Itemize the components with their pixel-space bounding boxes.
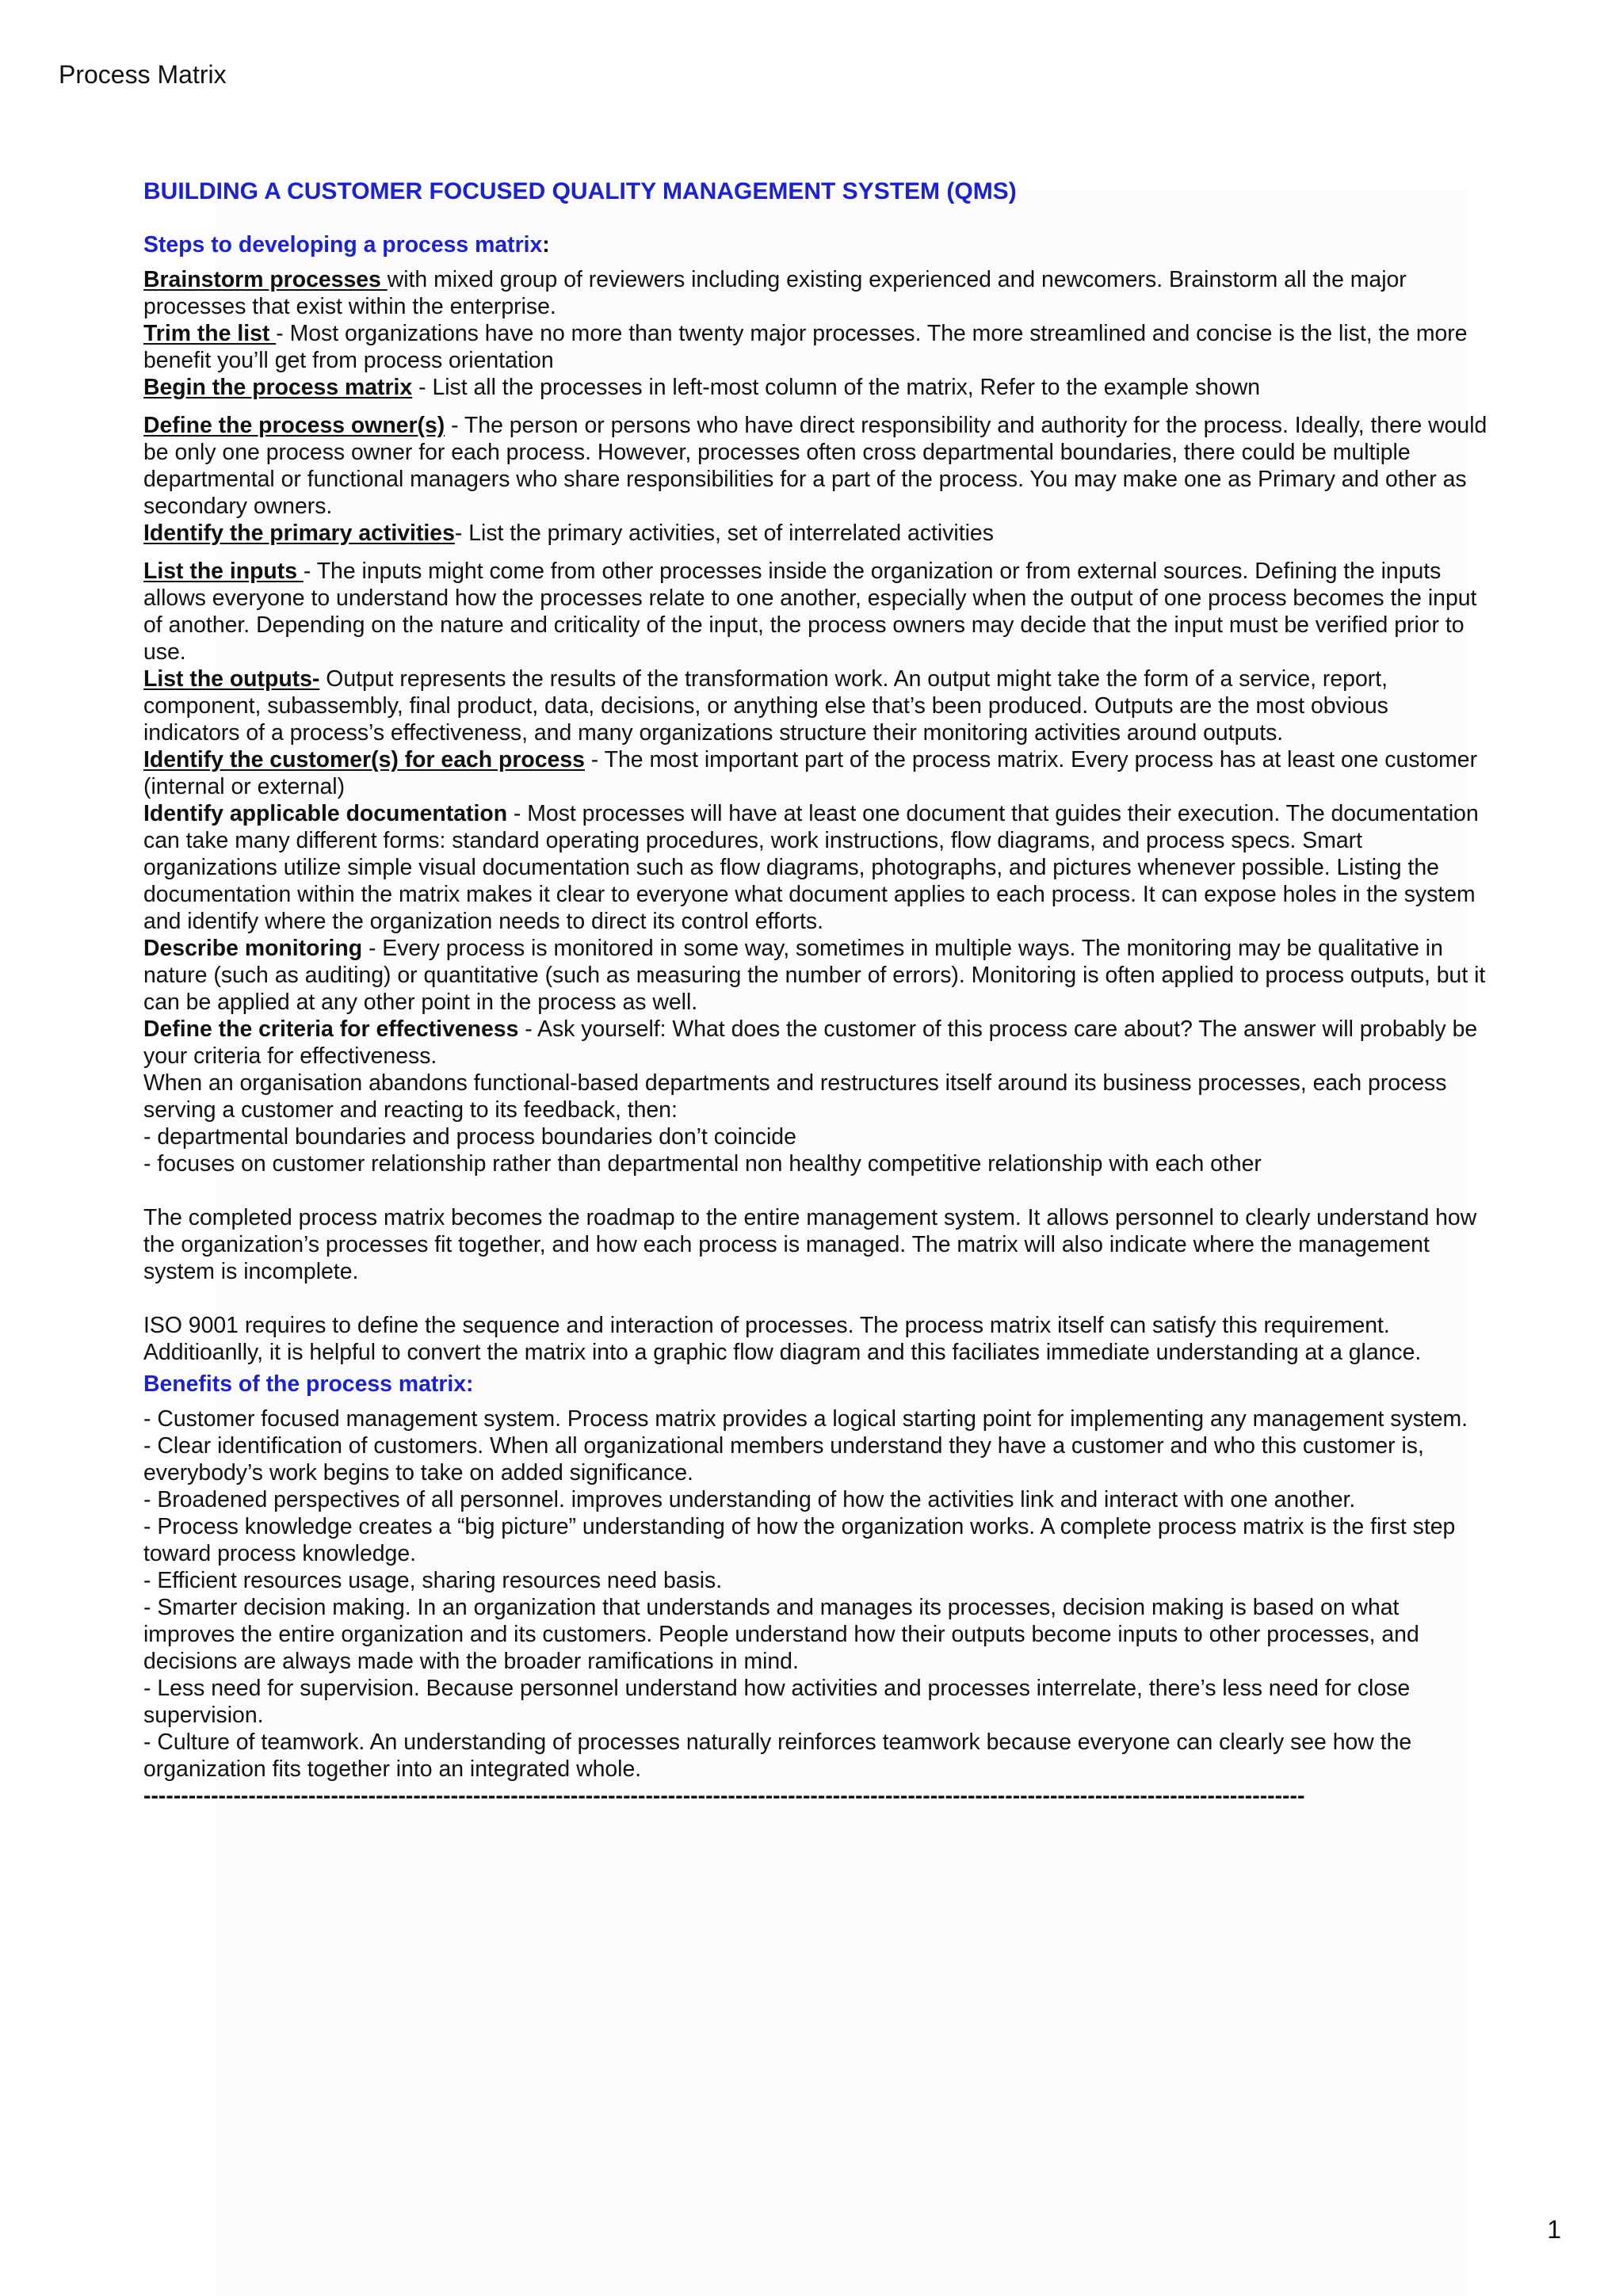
step-customers	[143, 746, 1491, 800]
roadmap-paragraph: The completed process matrix becomes the roadmap to the entire management system. It allows personnel to clearly understand how the organization’s processes fit together, and how each process is managed. The matrix will also indicate where the management system is incomplete.	[143, 1205, 1477, 1284]
step-primary-activities	[143, 520, 1491, 547]
document-body	[143, 176, 1491, 1810]
steps-heading-colon: :	[542, 232, 550, 257]
step-text: - The most important part of the process matrix. Every process has at least one customer (internal or external)	[143, 747, 1478, 799]
page-number: 1	[1547, 2215, 1561, 2244]
benefits-heading: Benefits of the process matrix:	[143, 1371, 474, 1397]
benefit-item: - Less need for supervision. Because personnel understand how activities and processes interrelate, there’s less need for close supervision.	[143, 1676, 1411, 1728]
step-text: - List the primary activities, set of interrelated activities	[454, 521, 994, 546]
step-text: - Most organizations have no more than twenty major processes. The more streamlined and concise is the list, the more benefit you’ll get from process orientation	[143, 321, 1468, 373]
step-text: - Every process is monitored in some way, sometimes in multiple ways. The monitoring may be qualitative in nature (such as auditing) or quantitative (such as measuring the number of errors). Monitoring is often applied to process outputs, but it can be applied at any other point in the process as well.	[143, 936, 1486, 1015]
step-title: Begin the process matrix	[143, 375, 413, 400]
benefit-item: - Smarter decision making. In an organization that understands and manages its processes, decision making is based on what improves the entire organization and its customers. People understand how their outputs become inputs to other processes, and decisions are always made with the broader ramifications in mind.	[143, 1595, 1419, 1674]
running-head: Process Matrix	[59, 60, 227, 89]
abandon-item: - focuses on customer relationship rather than departmental non healthy competitive relationship with each other	[143, 1151, 1262, 1177]
step-title: List the outputs-	[143, 666, 320, 692]
dashed-rule: -----------------------------------------------------------------------------------------------------------------------------------------------------------	[143, 1783, 1305, 1809]
step-documentation	[143, 800, 1491, 935]
step-brainstorm	[143, 266, 1491, 320]
step-title: Identify the customer(s) for each process	[143, 747, 585, 772]
benefit-item: - Efficient resources usage, sharing resources need basis.	[143, 1568, 723, 1593]
step-text: - The person or persons who have direct responsibility and authority for the process. Ideally, there would be only one process owner for each process. However, processes often cross departmental boundaries, there could be multiple departmental or functional managers who share responsibilities for a part of the process. You may make one as Primary and other as secondary owners.	[143, 413, 1487, 519]
step-monitoring	[143, 935, 1491, 1016]
benefit-item: - Broadened perspectives of all personnel. improves understanding of how the activities link and interact with one another.	[143, 1487, 1356, 1512]
document-title: BUILDING A CUSTOMER FOCUSED QUALITY MANAGEMENT SYSTEM (QMS)	[143, 178, 1017, 204]
step-title: Define the criteria for effectiveness	[143, 1016, 519, 1042]
step-title: Trim the list	[143, 321, 277, 346]
benefit-item: - Culture of teamwork. An understanding of processes naturally reinforces teamwork because everyone can clearly see how the organization fits together into an integrated whole.	[143, 1730, 1412, 1782]
step-text: Output represents the results of the transformation work. An output might take the form of a service, report, component, subassembly, final product, data, decisions, or anything else that’s been produced. Outputs are the most obvious indicators of a process’s effectiveness, and many organizations structure their monitoring activities around outputs.	[143, 666, 1388, 746]
step-effectiveness	[143, 1016, 1491, 1070]
step-inputs	[143, 558, 1491, 666]
step-text: - List all the processes in left-most column of the matrix, Refer to the example shown	[412, 375, 1261, 400]
step-title: List the inputs	[143, 559, 304, 584]
step-title: Define the process owner(s)	[143, 413, 445, 438]
abandon-intro: When an organisation abandons functional-based departments and restructures itself around its business processes, each process serving a customer and reacting to its feedback, then:	[143, 1070, 1447, 1123]
steps-heading-text: Steps to developing a process matrix	[143, 232, 543, 257]
step-process-owner	[143, 412, 1491, 520]
step-text: - Most processes will have at least one document that guides their execution. The documentation can take many different forms: standard operating procedures, work instructions, flow diagrams, and process specs. Smart organizations utilize simple visual documentation such as flow diagrams, photographs, and pictures whenever possible. Listing the documentation within the matrix makes it clear to everyone what document applies to each process. It can expose holes in the system and identify where the organization needs to direct its control efforts.	[143, 801, 1479, 934]
iso-paragraph: ISO 9001 requires to define the sequence and interaction of processes. The process matrix itself can satisfy this requirement. Additioanlly, it is helpful to convert the matrix into a graphic flow diagram and this faciliates immediate understanding at a glance.	[143, 1313, 1422, 1365]
steps-heading	[143, 231, 1491, 258]
step-trim-list	[143, 320, 1491, 374]
step-text: - The inputs might come from other processes inside the organization or from external sources. Defining the inputs allows everyone to understand how the processes relate to one another, especially when the output of one process becomes the input of another. Depending on the nature and criticality of the input, the process owners may decide that the input must be verified prior to use.	[143, 559, 1477, 665]
step-title: Identify the primary activities	[143, 521, 455, 546]
step-begin-matrix	[143, 374, 1491, 401]
step-text: - Ask yourself: What does the customer of this process care about? The answer will probably be your criteria for effectiveness.	[143, 1016, 1478, 1069]
benefit-item: - Clear identification of customers. When all organizational members understand they have a customer and who this customer is, everybody’s work begins to take on added significance.	[143, 1433, 1424, 1486]
abandon-item: - departmental boundaries and process boundaries don’t coincide	[143, 1124, 796, 1150]
step-outputs	[143, 666, 1491, 746]
benefit-item: - Customer focused management system. Process matrix provides a logical starting point for implementing any management system.	[143, 1406, 1468, 1432]
benefit-item: - Process knowledge creates a “big picture” understanding of how the organization works. A complete process matrix is the first step toward process knowledge.	[143, 1514, 1456, 1566]
step-title: Describe monitoring	[143, 936, 363, 961]
step-text: with mixed group of reviewers including existing experienced and newcomers. Brainstorm all the major processes that exist within the enterprise.	[143, 267, 1407, 319]
step-title: Identify applicable documentation	[143, 801, 508, 826]
step-title: Brainstorm processes	[143, 267, 388, 292]
